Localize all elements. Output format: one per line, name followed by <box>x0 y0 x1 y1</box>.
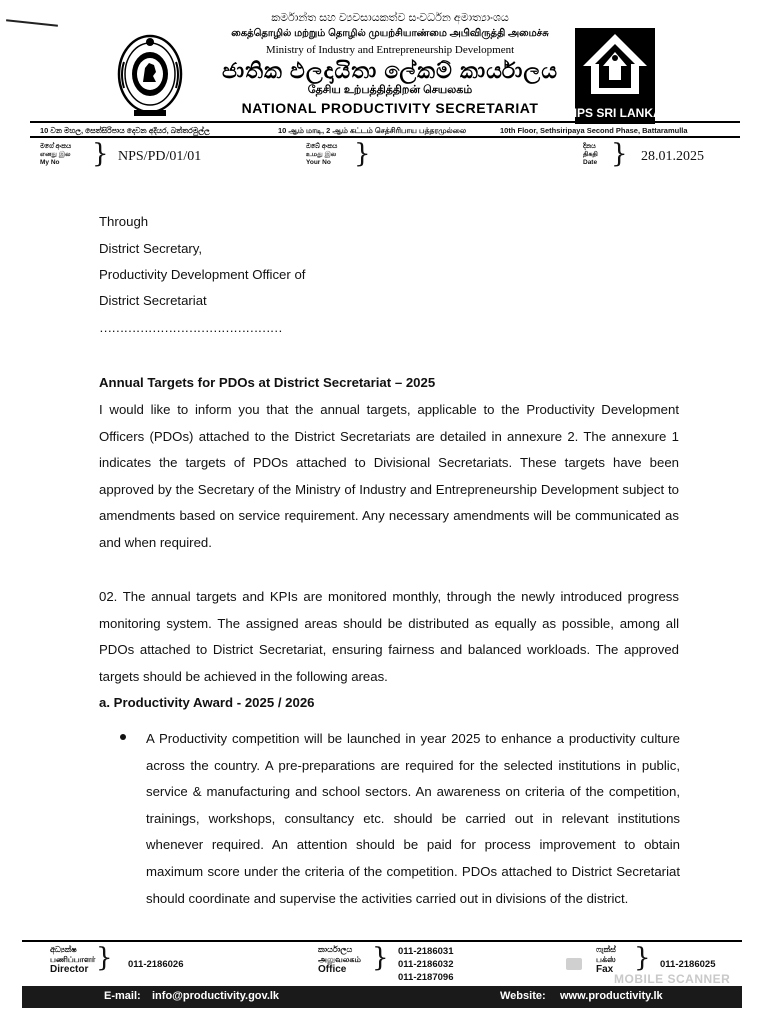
my-no-value: NPS/PD/01/01 <box>118 149 202 164</box>
nps-logo-icon <box>568 28 662 124</box>
ministry-name-english: Ministry of Industry and Entrepreneurship Development <box>265 44 515 56</box>
recipient-through: Through <box>99 214 149 229</box>
your-no-labels: ඔබේ අංකය உமது இல Your No <box>306 143 338 166</box>
pdf-icon <box>566 958 582 970</box>
secretariat-name-sinhala: ජාතික ඵලදායිතා ලේකම් කාර්යාලය <box>221 58 559 83</box>
paragraph-1: I would like to inform you that the annual targets, applicable to the Productivity Development Officers (PDOs) attached to the District Secretariats are detailed in annexure 2. The annexure 1 indicates the targets of PDOs attached to Divisional Secretariats. These targets have been approved by the Secretary of the Ministry of Industry and Entrepreneurship Development subject to amendments based on service requirement. Any necessary amendments will be communicated as and when required. <box>99 402 679 550</box>
website-link[interactable]: www.productivity.lk <box>560 990 663 1002</box>
section-a-heading: a. Productivity Award - 2025 / 2026 <box>99 695 315 710</box>
pen-mark <box>6 19 58 26</box>
address-tamil: 10 ஆம் மாடி, 2 ஆம் கட்டம் செத்சிரிபாய பத்தரமுல்லை <box>278 126 467 135</box>
brace-icon: } <box>92 139 109 169</box>
office-phone-1: 011-2186031 <box>398 946 454 957</box>
director-phone: 011-2186026 <box>128 959 184 970</box>
brace-icon: } <box>96 943 113 973</box>
my-no-labels: මගේ අංකය எனது இல My No <box>40 143 72 166</box>
brace-icon: } <box>611 139 628 169</box>
recipient-pdo: Productivity Development Officer of <box>99 267 306 282</box>
nps-logo-text: NPS SRI LANKA <box>568 106 662 120</box>
ministry-name-sinhala: කර්මාන්ත සහ ව්‍යවසායකත්ව සංවර්ධන අමාත්‍යාංශය <box>271 12 509 24</box>
date-labels: දිනය திகதி Date <box>583 143 598 166</box>
fax-number: 011-2186025 <box>660 959 716 970</box>
office-phone-2: 011-2186032 <box>398 959 454 970</box>
footer-divider <box>22 940 742 942</box>
email-link[interactable]: info@productivity.gov.lk <box>152 990 280 1002</box>
scanner-watermark: MOBILE SCANNER <box>614 972 731 986</box>
footer-contact-bar <box>22 986 742 1008</box>
address-english: 10th Floor, Sethsiripaya Second Phase, Battaramulla <box>500 126 688 135</box>
brace-icon: } <box>354 139 371 169</box>
date-value: 28.01.2025 <box>641 149 704 164</box>
ministry-name-tamil: கைத்தொழில் மற்றும் தொழில் முயற்சியாண்மை அபிவிருத்தி அமைச்சு <box>231 28 549 39</box>
paragraph-2: 02. The annual targets and KPIs are monitored monthly, through the newly introduced progress monitoring system. The assigned areas should be distributed as equally as possible, among all PDOs attached to District Secretariat, ensuring fairness and balanced workloads. The approved targets should be achieved in the following areas. <box>99 589 679 684</box>
national-emblem-icon <box>116 32 184 120</box>
email-label: E-mail: <box>104 990 141 1002</box>
bullet-icon <box>120 734 126 740</box>
office-phone-3: 011-2187096 <box>398 972 454 983</box>
website-label: Website: <box>500 990 546 1002</box>
recipient-district-secretariat: District Secretariat <box>99 293 207 308</box>
recipient-district-secretary: District Secretary, <box>99 241 203 256</box>
bullet-productivity-award: A Productivity competition will be launched in year 2025 to enhance a productivity culture across the country. A pre-preparations are required for the selected institutions in public, service & manufacturing and school sectors. An awareness on criteria of the competition, trainings, workshops, consultancy etc. should be carried out in relevant institutions whenever required. An attention should be paid for process improvement to obtain maximum score under the criteria of the competition. PDOs attached to District Secretariat should coordinate and supervise the activities carried out in divisions of the district. <box>146 731 680 906</box>
recipient-placeholder: ……………………………………… <box>99 320 282 335</box>
letter-subject: Annual Targets for PDOs at District Secretariat – 2025 <box>99 375 436 390</box>
brace-icon: } <box>634 943 651 973</box>
brace-icon: } <box>372 943 389 973</box>
secretariat-name-english: NATIONAL PRODUCTIVITY SECRETARIAT <box>241 100 539 116</box>
address-sinhala: 10 වන මහල, සෙත්සිරිපාය දෙවන අදියර, බත්තරමුල්ල <box>40 126 210 135</box>
address-bar <box>30 121 740 138</box>
secretariat-name-tamil: தேசிய உற்பத்தித்திறன் செயலகம் <box>307 84 473 96</box>
